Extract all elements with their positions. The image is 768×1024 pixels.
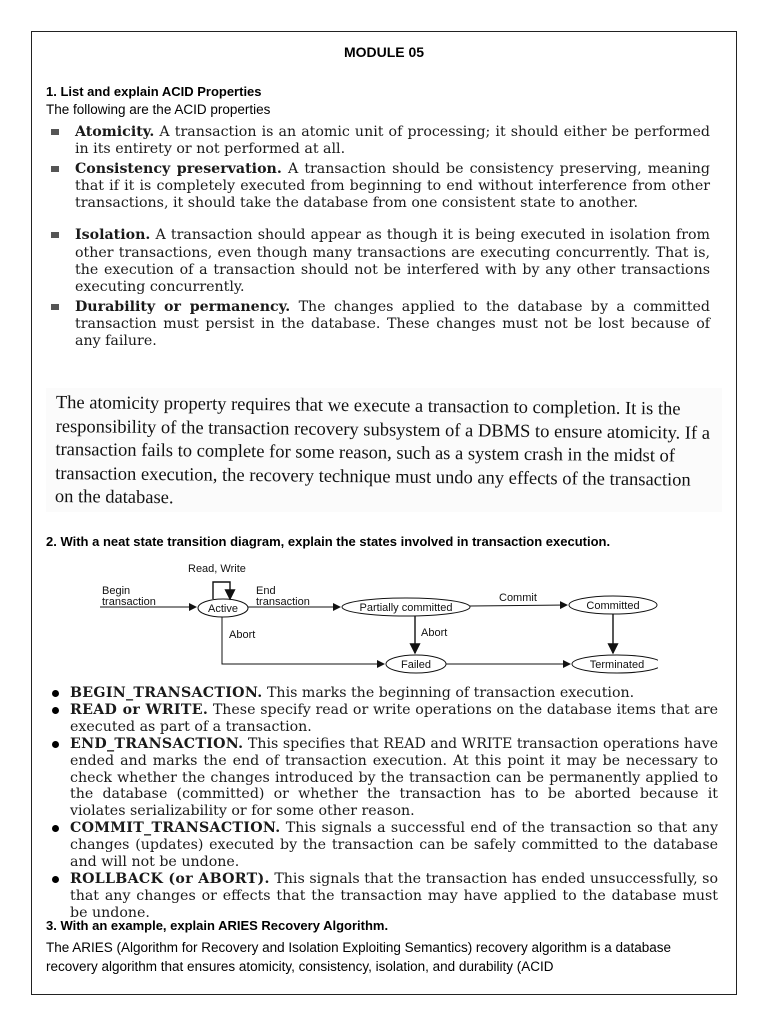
read-write-loop-arrow <box>213 582 230 599</box>
acid-intro: The following are the ACID properties <box>46 102 271 117</box>
commit-arrow <box>470 605 567 606</box>
operations-list <box>46 685 718 922</box>
edge-label-abort-active: Abort <box>229 629 256 641</box>
square-bullet-icon <box>51 166 59 172</box>
operation-keyword: BEGIN_TRANSACTION. <box>70 685 263 701</box>
square-bullet-icon <box>51 129 59 135</box>
operation-commit <box>46 820 718 871</box>
state-label-active: Active <box>208 603 238 615</box>
aries-paragraph: The ARIES (Algorithm for Recovery and Isolation Exploiting Semantics) recovery algorithm is a database recovery algorithm that ensures atomicity, consistency, isolation, and durability (ACID <box>46 940 672 974</box>
acid-term: Atomicity. <box>75 124 155 140</box>
operation-keyword: COMMIT_TRANSACTION. <box>70 820 281 837</box>
operation-text: This signals a successful end of the transaction so that any changes (updates) executed by the transaction can be safely committed to the database and will not be undone. <box>70 820 718 871</box>
acid-term: Durability or permanency. <box>75 298 291 315</box>
page-title: MODULE 05 <box>343 44 425 60</box>
acid-term: Isolation. <box>75 227 151 244</box>
bullet-dot-icon <box>52 876 59 883</box>
edge-label-read-write: Read, Write <box>188 563 246 575</box>
bullet-dot-icon <box>52 690 59 697</box>
acid-item-atomicity <box>46 124 710 159</box>
operation-text: This signals that the transaction has ended unsuccessfully, so that any changes or effects that the transaction may have applied to the database must be undone. <box>70 870 718 921</box>
operation-read-write <box>46 702 718 736</box>
state-transition-diagram <box>88 560 658 680</box>
acid-term: Consistency preservation. <box>75 160 282 177</box>
operation-rollback <box>46 871 718 922</box>
state-label-partially-committed: Partially committed <box>359 602 453 614</box>
square-bullet-icon <box>51 232 59 238</box>
atomicity-note: The atomicity property requires that we execute a transaction to completion. It is the responsibility of the transaction recovery subsystem of a DBMS to ensure atomicity. If a transaction fails to complete for some reason, such as a system crash in the midst of transaction execution, the recovery technique must undo any effects of the transaction on the database. <box>54 392 711 509</box>
edge-label-end: End <box>256 585 276 597</box>
edge-label-begin-transaction: transaction <box>102 596 156 608</box>
square-bullet-icon <box>51 304 59 310</box>
state-label-failed: Failed <box>401 659 431 671</box>
acid-text: A transaction should appear as though it is being executed in isolation from other transactions, even though many transactions are executing concurrently. That is, the execution of a transaction should not be interfered with by any other transactions executing concurrently. <box>75 227 710 296</box>
question-2-heading: 2. With a neat state transition diagram, explain the states involved in transaction execution. <box>46 534 611 549</box>
bullet-dot-icon <box>52 741 59 748</box>
acid-text: The changes applied to the database by a committed transaction must persist in the database. These changes must not be lost because of any failure. <box>75 298 710 350</box>
operation-keyword: END_TRANSACTION. <box>70 735 244 752</box>
question-3-heading: 3. With an example, explain ARIES Recovery Algorithm. <box>46 918 389 933</box>
edge-label-commit: Commit <box>499 592 537 604</box>
operation-text: This marks the beginning of transaction execution. <box>266 685 635 701</box>
operation-end <box>46 736 718 821</box>
atomicity-note-scan <box>46 388 722 512</box>
acid-item-durability <box>46 299 710 351</box>
edge-label-abort-partial: Abort <box>421 627 448 639</box>
acid-text: A transaction is an atomic unit of processing; it should either be performed in its entirety or not performed at all. <box>75 124 710 158</box>
operation-keyword: READ or WRITE. <box>70 701 209 718</box>
acid-item-isolation <box>46 227 710 296</box>
bullet-dot-icon <box>52 825 59 832</box>
acid-text: A transaction should be consistency preserving, meaning that if it is completely executed from beginning to end without interference from other transactions, it should take the database from one consistent state to another. <box>75 160 710 212</box>
acid-list <box>46 124 710 351</box>
operation-text: This specifies that READ and WRITE transaction operations have ended and marks the end of transaction execution. At this point it may be necessary to check whether the changes introduced by the transaction can be permanently applied to the database (committed) or whether the transaction has to be aborted because it violates serializability or for some other reason. <box>70 735 718 820</box>
operation-keyword: ROLLBACK (or ABORT). <box>70 870 270 887</box>
question-1-heading: 1. List and explain ACID Properties <box>46 84 262 99</box>
operation-begin <box>46 685 718 702</box>
edge-label-begin: Begin <box>102 585 131 597</box>
operation-text: These specify read or write operations on the database items that are executed as part of a transaction. <box>70 701 719 735</box>
state-label-committed: Committed <box>586 600 640 612</box>
acid-item-consistency <box>46 161 710 213</box>
edge-label-end-transaction: transaction <box>256 596 310 608</box>
state-label-terminated: Terminated <box>589 659 645 671</box>
bullet-dot-icon <box>52 707 59 714</box>
